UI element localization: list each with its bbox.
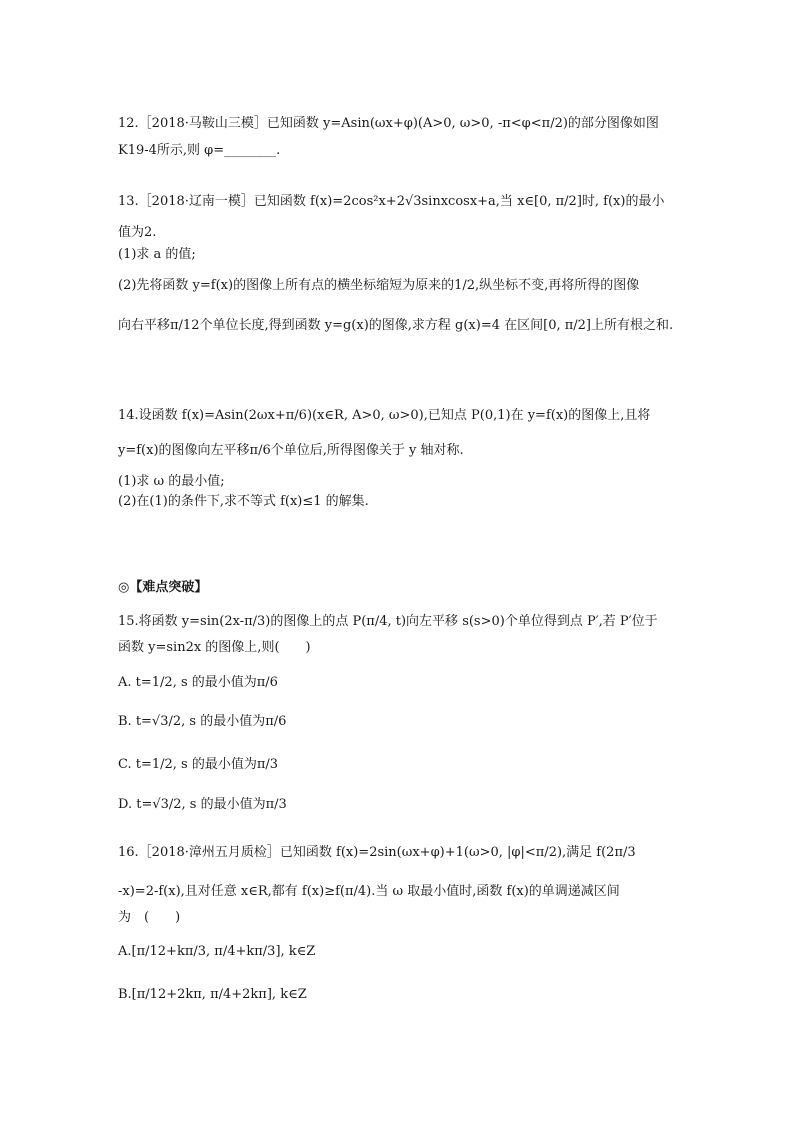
problem-14-line-1: 14.设函数 f(x)=Asin(2ωx+π/6)(x∈R, A>0, ω>0),已知点 P(0,1)在 y=f(x)的图像上,且将 <box>118 408 651 423</box>
problem-14-line-2: y=f(x)的图像向左平移π/6个单位后,所得图像关于 y 轴对称. <box>118 443 464 458</box>
problem-14-line-4: (2)在(1)的条件下,求不等式 f(x)≤1 的解集. <box>118 494 369 509</box>
problem-16-option-b: B.[π/12+2kπ, π/4+2kπ], k∈Z <box>118 987 307 1002</box>
problem-13-line-5: 向右平移π/12个单位长度,得到函数 y=g(x)的图像,求方程 g(x)=4 在区间[0, π/2]上所有根之和. <box>118 318 674 333</box>
problem-16-option-a: A.[π/12+kπ/3, π/4+kπ/3], k∈Z <box>118 944 316 959</box>
problem-12-line-1: 12.［2018·马鞍山三模］已知函数 y=Asin(ωx+φ)(A>0, ω>0, -π<φ<π/2)的部分图像如图 <box>118 116 659 131</box>
problem-15-stem-1: 15.将函数 y=sin(2x-π/3)的图像上的点 P(π/4, t)向左平移 s(s>0)个单位得到点 P′,若 P′位于 <box>118 614 658 629</box>
problem-16-stem-1: 16.［2018·漳州五月质检］已知函数 f(x)=2sin(ωx+φ)+1(ω>0, |φ|<π/2),满足 f(2π/3 <box>118 845 636 860</box>
problem-13-line-4: (2)先将函数 y=f(x)的图像上所有点的横坐标缩短为原来的1/2,纵坐标不变,再将所得的图像 <box>118 278 640 293</box>
problem-13-line-3: (1)求 a 的值; <box>118 247 196 262</box>
problem-13-line-2: 值为2. <box>118 225 157 240</box>
problem-15-option-c: C. t=1/2, s 的最小值为π/3 <box>118 757 279 772</box>
problem-15-stem-2: 函数 y=sin2x 的图像上,则( ) <box>118 640 311 655</box>
problem-15-option-a: A. t=1/2, s 的最小值为π/6 <box>118 675 278 690</box>
problem-16-stem-3: 为 ( ) <box>118 910 181 925</box>
section-heading: ◎【难点突破】 <box>118 580 208 595</box>
problem-13-line-1: 13.［2018·辽南一模］已知函数 f(x)=2cos²x+2√3sinxcosx+a,当 x∈[0, π/2]时, f(x)的最小 <box>118 194 665 209</box>
problem-15-option-d: D. t=√3/2, s 的最小值为π/3 <box>118 797 287 812</box>
problem-15-option-b: B. t=√3/2, s 的最小值为π/6 <box>118 714 287 729</box>
problem-14-line-3: (1)求 ω 的最小值; <box>118 474 225 489</box>
problem-12-line-2: K19-4所示,则 φ=________. <box>118 143 281 158</box>
problem-16-stem-2: -x)=2-f(x),且对任意 x∈R,都有 f(x)≥f(π/4).当 ω 取最小值时,函数 f(x)的单调递减区间 <box>118 884 620 899</box>
